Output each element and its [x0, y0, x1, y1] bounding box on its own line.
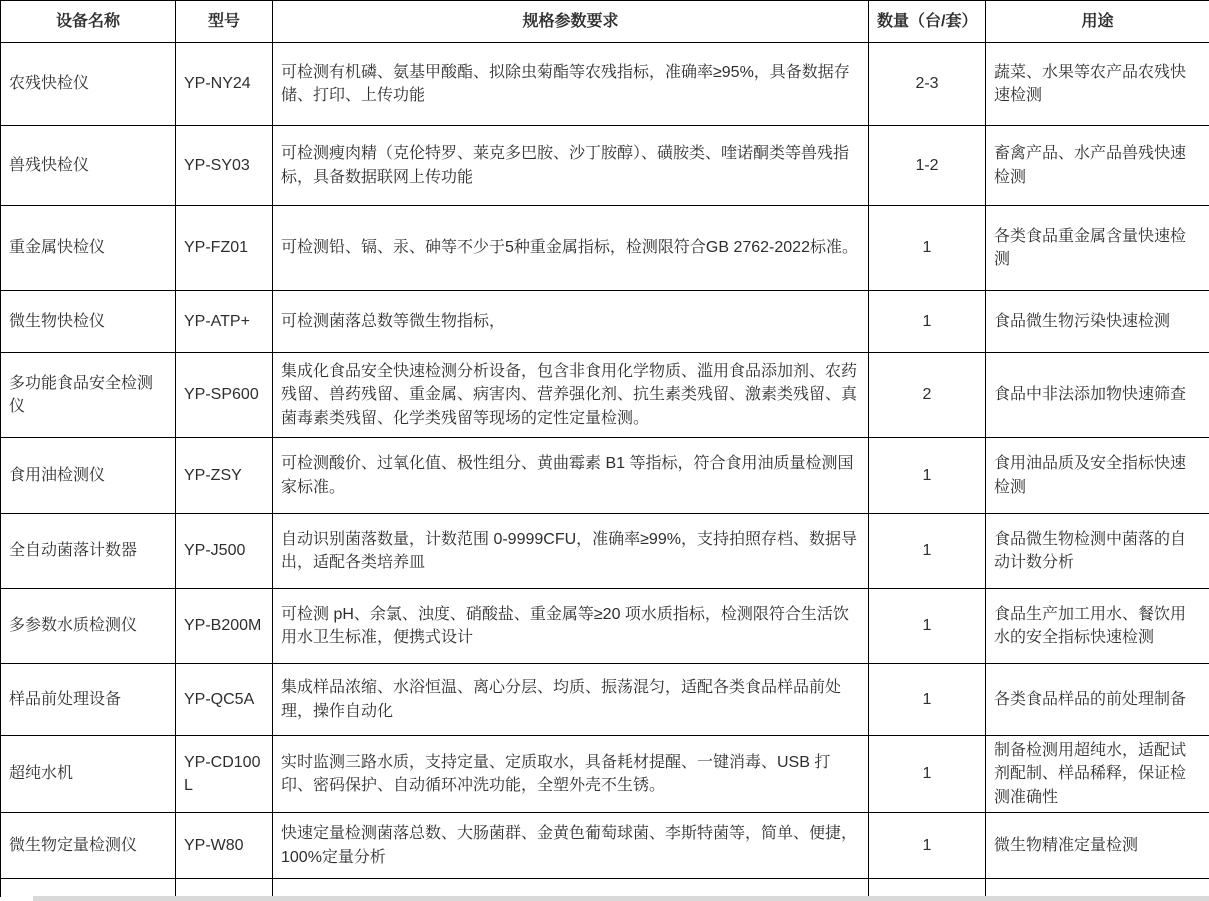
table-row [1, 126, 1209, 206]
cell-device-name: 全自动菌落计数器 [1, 514, 176, 589]
cell-use: 制备检测用超纯水，适配试剂配制、样品稀释，保证检测准确性 [986, 736, 1209, 813]
table-body [1, 43, 1209, 897]
table-row [1, 736, 1209, 813]
cell-spec: 可检测酸价、过氧化值、极性组分、黄曲霉素 B1 等指标，符合食用油质量检测国家标准。 [273, 438, 869, 514]
cell-model: YP-J500 [176, 514, 273, 589]
cell-device-name: 重金属快检仪 [1, 206, 176, 291]
cell-spec: 快速定量检测菌落总数、大肠菌群、金黄色葡萄球菌、李斯特菌等，简单、便捷，100%定量分析 [273, 813, 869, 879]
cell-use: 食品微生物污染快速检测 [986, 291, 1209, 353]
cell-quantity: 1 [869, 664, 986, 736]
cell-device-name: 兽残快检仪 [1, 126, 176, 206]
cell-use: 蔬菜、水果等农产品农残快速检测 [986, 43, 1209, 126]
table-row [1, 813, 1209, 879]
cell-quantity: 1-2 [869, 126, 986, 206]
header-model: 型号 [176, 1, 273, 43]
cell-use: 食品生产加工用水、餐饮用水的安全指标快速检测 [986, 589, 1209, 664]
cell-model: YP-W80 [176, 813, 273, 879]
table-row [1, 514, 1209, 589]
cell-use: 食品中非法添加物快速筛查 [986, 353, 1209, 438]
header-row [1, 1, 1209, 43]
cell-use: 食品微生物检测中菌落的自动计数分析 [986, 514, 1209, 589]
cell-use: 食用油品质及安全指标快速检测 [986, 438, 1209, 514]
cell-quantity: 1 [869, 206, 986, 291]
cell-quantity: 1 [869, 438, 986, 514]
cell-model: YP-SP600 [176, 353, 273, 438]
cell-model: YP-FZ01 [176, 206, 273, 291]
cell-quantity: 2-3 [869, 43, 986, 126]
cell-use: 各类食品重金属含量快速检测 [986, 206, 1209, 291]
cell-device-name: 多功能食品安全检测仪 [1, 353, 176, 438]
cell-quantity: 1 [869, 514, 986, 589]
cell-spec: 集成化食品安全快速检测分析设备，包含非食用化学物质、滥用食品添加剂、农药残留、兽药残留、重金属、病害肉、营养强化剂、抗生素类残留、激素类残留、真菌毒素类残留、化学类残留等现场的定性定量检测。 [273, 353, 869, 438]
cell-device-name: 多参数水质检测仪 [1, 589, 176, 664]
cell-device-name: 超纯水机 [1, 736, 176, 813]
table-row [1, 664, 1209, 736]
table-header [1, 1, 1209, 43]
cell-spec: 可检测有机磷、氨基甲酸酯、拟除虫菊酯等农残指标，准确率≥95%，具备数据存储、打印、上传功能 [273, 43, 869, 126]
cell-spec: 可检测 pH、余氯、浊度、硝酸盐、重金属等≥20 项水质指标，检测限符合生活饮用水卫生标准，便携式设计 [273, 589, 869, 664]
cell-spec: 自动识别菌落数量，计数范围 0-9999CFU，准确率≥99%，支持拍照存档、数据导出，适配各类培养皿 [273, 514, 869, 589]
table-row [1, 438, 1209, 514]
cell-spec: 可检测铅、镉、汞、砷等不少于5种重金属指标，检测限符合GB 2762-2022标准。 [273, 206, 869, 291]
cell-device-name: 微生物定量检测仪 [1, 813, 176, 879]
table-row [1, 291, 1209, 353]
cell-spec: 可检测瘦肉精（克伦特罗、莱克多巴胺、沙丁胺醇）、磺胺类、喹诺酮类等兽残指标，具备数据联网上传功能 [273, 126, 869, 206]
cell-quantity: 1 [869, 813, 986, 879]
header-device-name: 设备名称 [1, 1, 176, 43]
cell-model: YP-ZSY [176, 438, 273, 514]
horizontal-scrollbar[interactable] [33, 896, 1209, 901]
cell-model: YP-B200M [176, 589, 273, 664]
cell-spec: 实时监测三路水质，支持定量、定质取水，具备耗材提醒、一键消毒、USB 打印、密码保护、自动循环冲洗功能，全塑外壳不生锈。 [273, 736, 869, 813]
cell-device-name: 微生物快检仪 [1, 291, 176, 353]
table-row [1, 589, 1209, 664]
cell-quantity: 1 [869, 291, 986, 353]
cell-model: YP-ATP+ [176, 291, 273, 353]
table-row [1, 353, 1209, 438]
cell-model: YP-NY24 [176, 43, 273, 126]
cell-quantity: 1 [869, 736, 986, 813]
cell-device-name: 食用油检测仪 [1, 438, 176, 514]
cell-use: 畜禽产品、水产品兽残快速检测 [986, 126, 1209, 206]
table-row [1, 206, 1209, 291]
cell-model: YP-SY03 [176, 126, 273, 206]
cell-quantity: 1 [869, 589, 986, 664]
table-row [1, 43, 1209, 126]
cell-device-name: 样品前处理设备 [1, 664, 176, 736]
cell-model: YP-QC5A [176, 664, 273, 736]
cell-spec: 集成样品浓缩、水浴恒温、离心分层、均质、振荡混匀，适配各类食品样品前处理，操作自动化 [273, 664, 869, 736]
header-quantity: 数量（台/套） [869, 1, 986, 43]
cell-model: YP-CD100L [176, 736, 273, 813]
header-spec: 规格参数要求 [273, 1, 869, 43]
cell-use: 各类食品样品的前处理制备 [986, 664, 1209, 736]
partial-empty-row [1, 879, 1209, 897]
cell-device-name: 农残快检仪 [1, 43, 176, 126]
cell-quantity: 2 [869, 353, 986, 438]
cell-use: 微生物精准定量检测 [986, 813, 1209, 879]
header-use: 用途 [986, 1, 1209, 43]
cell-spec: 可检测菌落总数等微生物指标， [273, 291, 869, 353]
